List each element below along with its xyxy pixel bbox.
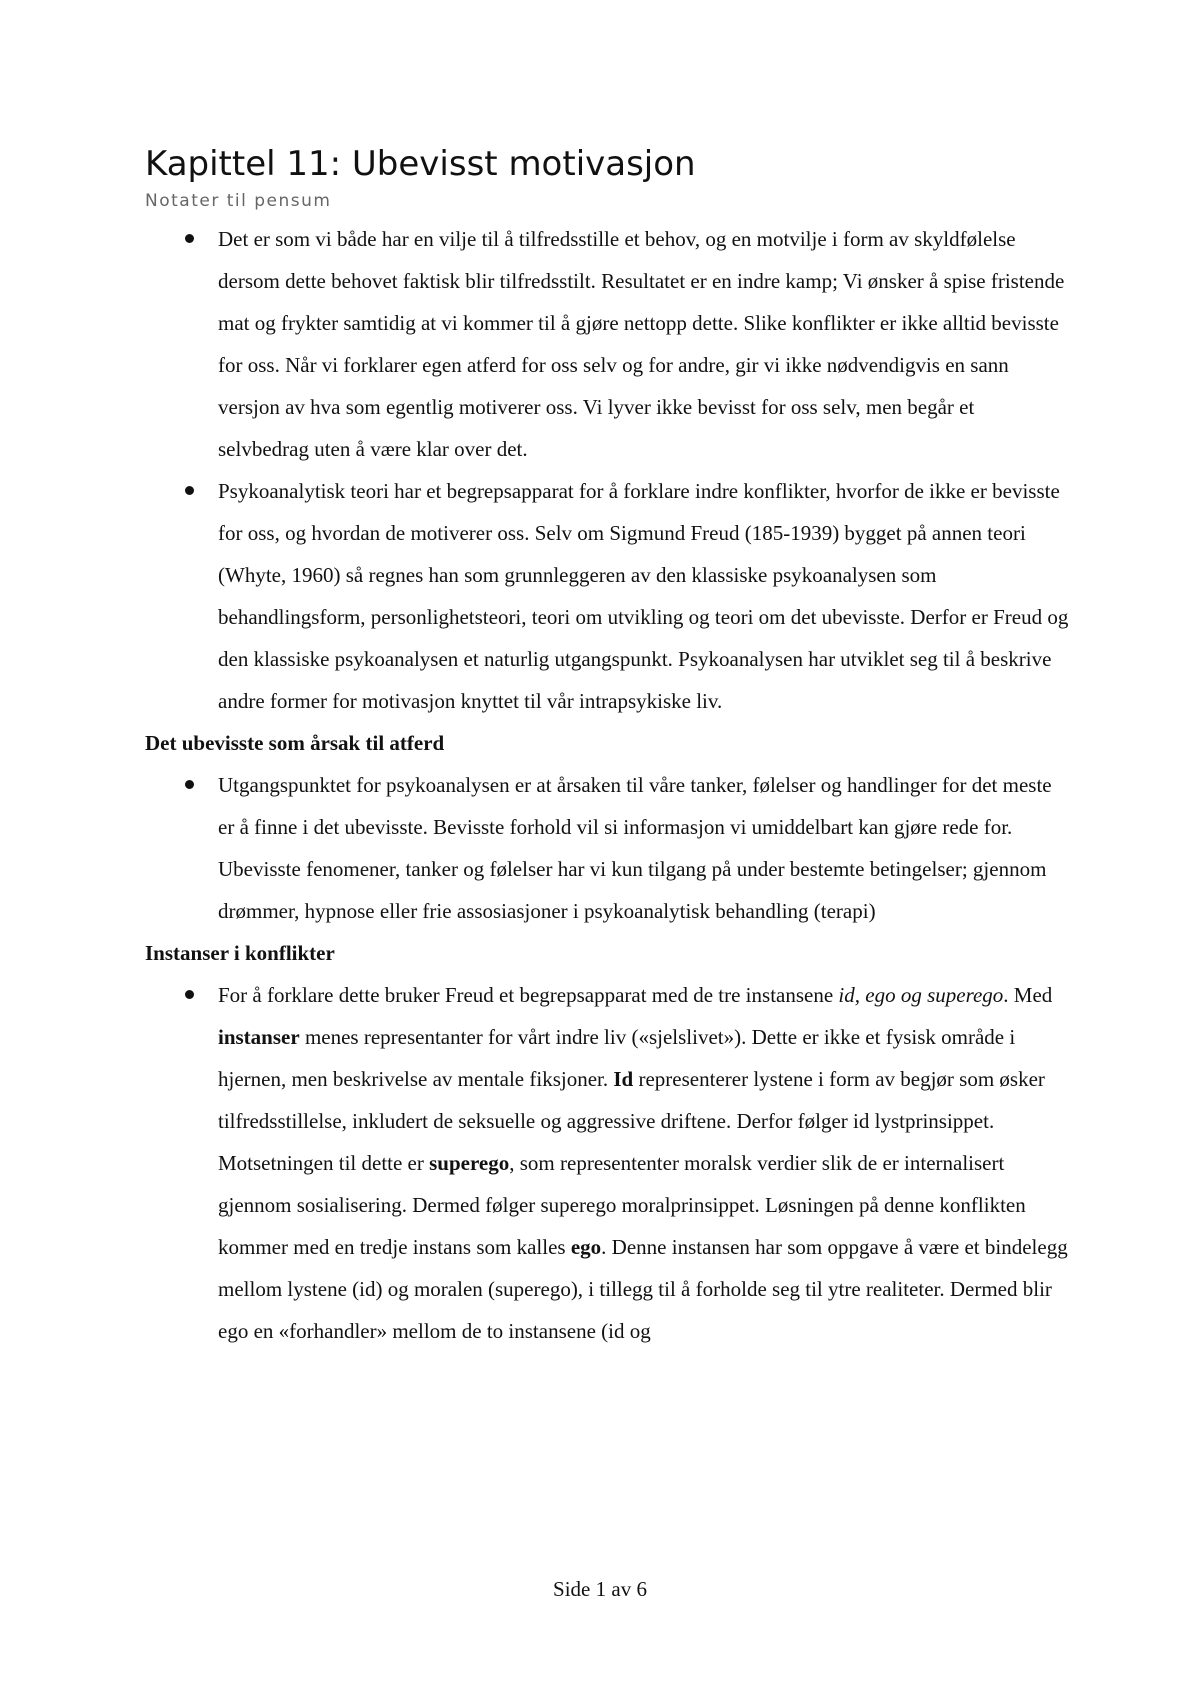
page-footer: Side 1 av 6: [553, 1577, 647, 1601]
bullet-text: Utgangspunktet for psykoanalysen er at årsaken til våre tanker, følelser og handlinger for det meste er å finne i det ubevisste. Bevisste forhold vil si informasjon vi umiddelbart kan gjøre rede for. Ubevisste fenomener, tanker og følelser har vi kun tilgang på under bestemte betingelser; gjennom drømmer, hypnose eller frie assosiasjoner i psykoanalytisk behandling (terapi): [218, 773, 1052, 923]
bullet-text: Psykoanalytisk teori har et begrepsapparat for å forklare indre konflikter, hvorfor de ikke er bevisste for oss, og hvordan de motiverer oss. Selv om Sigmund Freud (185-1939) bygget på annen teori (Whyte, 1960) så regnes han som grunnleggeren av den klassiske psykoanalysen som behandlingsform, personlighetsteori, teori om utvikling og teori om det ubevisste. Derfor er Freud og den klassiske psykoanalysen et naturlig utgangspunkt. Psykoanalysen har utviklet seg til å beskrive andre former for motivasjon knyttet til vår intrapsykiske liv.: [218, 479, 1069, 713]
bullet-text-run: . Denne instansen har som oppgave å være et bindelegg mellom lystene (id) og moralen (superego), i tillegg til å forholde seg til ytre realiteter. Dermed blir ego en «forhandler» mellom de to instansene (id og: [218, 1235, 1068, 1343]
bullet-item: [145, 470, 1070, 722]
bold-term: ego: [570, 1235, 602, 1259]
bullet-text-run: representerer lystene i form av begjør som øsker tilfredsstillelse, inkludert de seksuelle og aggressive driftene. Derfor følger id lystprinsippet. Motsetningen til dette er: [218, 1067, 1045, 1175]
bullet-list-instances: [145, 974, 1070, 1352]
document-subtitle: Notater til pensum: [145, 191, 332, 211]
bullet-item: [145, 218, 1070, 470]
page-content: [145, 140, 1070, 1352]
bullet-icon: [185, 990, 194, 999]
bold-term: Id: [613, 1067, 634, 1091]
document-title: Kapittel 11: Ubevisst motivasjon: [145, 144, 696, 184]
bullet-text: Det er som vi både har en vilje til å tilfredsstille et behov, og en motvilje i form av skyldfølelse dersom dette behovet faktisk blir tilfredsstilt. Resultatet er en indre kamp; Vi ønsker å spise fristende mat og frykter samtidig at vi kommer til å gjøre nettopp dette. Slike konflikter er ikke alltid bevisste for oss. Når vi forklarer egen atferd for oss selv og for andre, gir vi ikke nødvendigvis en sann versjon av hva som egentlig motiverer oss. Vi lyver ikke bevisst for oss selv, men begår et selvbedrag uten å være klar over det.: [218, 227, 1065, 461]
section-heading: Det ubevisste som årsak til atferd: [145, 731, 445, 755]
bullet-list-unconscious: [145, 764, 1070, 932]
bullet-item: [145, 974, 1070, 1352]
bold-term: superego: [429, 1151, 510, 1175]
bullet-text-run: For å forklare dette bruker Freud et begrepsapparat med de tre instansene: [218, 983, 839, 1007]
section-heading: Instanser i konflikter: [145, 941, 335, 965]
bullet-text-run: menes representanter for vårt indre liv («sjelslivet»). Dette er ikke et fysisk område i hjernen, men beskrivelse av mentale fiksjoner.: [218, 1025, 1016, 1091]
bullet-icon: [185, 780, 194, 789]
bullet-item: [145, 764, 1070, 932]
bullet-icon: [185, 486, 194, 495]
italic-term: id, ego og superego: [838, 983, 1004, 1007]
bullet-text-run: . Med: [1003, 983, 1053, 1007]
bullet-text-run: , som represententer moralsk verdier slik de er internalisert gjennom sosialisering. Dermed følger superego moralprinsippet. Løsningen på denne konflikten kommer med en tredje instans som kalles: [218, 1151, 1026, 1259]
bullet-list-intro: [145, 218, 1070, 722]
bold-term: instanser: [218, 1025, 300, 1049]
bullet-icon: [185, 234, 194, 243]
